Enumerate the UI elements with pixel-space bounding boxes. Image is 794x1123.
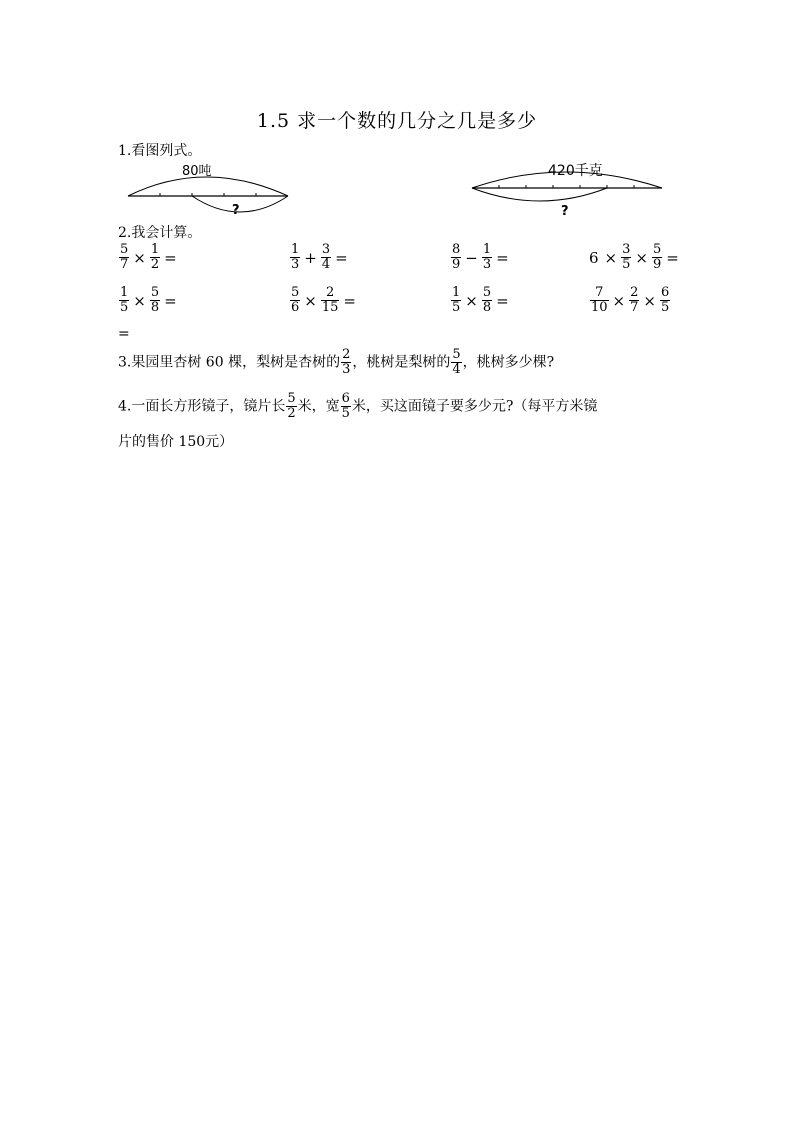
- operator: ×: [133, 248, 146, 267]
- equals-sign: =: [164, 248, 177, 267]
- operator: ×: [643, 291, 656, 310]
- fraction: $\frac{5}{9}$: [652, 242, 662, 272]
- calc-r1-c4: [589, 243, 682, 272]
- fraction: $\frac{7}{10}$: [591, 285, 608, 315]
- fraction: $\frac{1}{2}$: [150, 242, 160, 272]
- fraction: $\frac{2}{15}$: [321, 285, 339, 315]
- whole-number: 6: [589, 248, 599, 267]
- diagram1-question: ?: [232, 203, 240, 218]
- section3-problem: [118, 348, 554, 377]
- operator: ×: [304, 291, 317, 310]
- fraction: $\frac{2}{3}$: [342, 347, 351, 377]
- operator: ×: [604, 248, 618, 267]
- fraction: $\frac{5}{8}$: [150, 285, 160, 315]
- section4-problem-cont: 片的售价 150元）: [118, 434, 234, 450]
- fraction: $\frac{5}{7}$: [120, 242, 129, 272]
- section4-problem: [118, 392, 597, 421]
- calc-r2-c2: [289, 286, 359, 315]
- page-title: 1.5 求一个数的几分之几是多少: [256, 110, 538, 132]
- diagram2-question: ?: [561, 204, 569, 218]
- calc-r2-c3: [450, 286, 512, 315]
- problem-text: 米，宽: [297, 398, 340, 415]
- fraction: $\frac{8}{9}$: [452, 242, 461, 272]
- fraction: $\frac{5}{6}$: [291, 285, 300, 315]
- fraction: $\frac{2}{7}$: [630, 285, 639, 315]
- diagram1-top-label: 80吨: [182, 164, 212, 179]
- diagram-80-tons: [120, 158, 295, 218]
- fraction: $\frac{3}{4}$: [321, 242, 331, 272]
- operator: −: [465, 248, 478, 267]
- equals-sign: =: [335, 248, 348, 267]
- trailing-equals: =: [118, 326, 130, 342]
- fraction: $\frac{6}{5}$: [341, 391, 350, 421]
- fraction: $\frac{5}{8}$: [482, 285, 492, 315]
- calc-r1-c3: [450, 243, 512, 272]
- problem-text: 4.一面长方形镜子，镜片长: [118, 398, 286, 415]
- problem-text: 米，买这面镜子要多少元?（每平方米镜: [351, 398, 598, 415]
- operator: ×: [465, 291, 478, 310]
- calc-r2-c1: [118, 286, 180, 315]
- problem-text: ，桃树是梨树的: [352, 354, 451, 371]
- operator: +: [304, 248, 317, 267]
- problem-text: 3.果园里杏树 60 棵，梨树是杏树的: [118, 354, 341, 371]
- section2-heading: 2.我会计算。: [118, 225, 202, 241]
- calc-r1-c1: [118, 243, 180, 272]
- calc-r1-c2: [289, 243, 351, 272]
- fraction: $\frac{6}{5}$: [660, 285, 670, 315]
- fraction: $\frac{1}{3}$: [291, 242, 300, 272]
- fraction: $\frac{1}{5}$: [120, 285, 129, 315]
- fraction: $\frac{1}{5}$: [452, 285, 461, 315]
- fraction: $\frac{3}{5}$: [622, 242, 631, 272]
- operator: ×: [635, 248, 648, 267]
- fraction: $\frac{5}{2}$: [287, 391, 296, 421]
- section1-heading: 1.看图列式。: [118, 143, 202, 159]
- operator: ×: [133, 291, 146, 310]
- diagram2-top-label: 420千克: [548, 163, 603, 179]
- diagram-420-kg: [470, 158, 670, 218]
- equals-sign: =: [496, 248, 509, 267]
- problem-text: ，桃树多少棵?: [462, 354, 555, 371]
- equals-sign: =: [666, 248, 679, 267]
- equals-sign: =: [164, 291, 177, 310]
- equals-sign: =: [343, 291, 356, 310]
- fraction: $\frac{5}{4}$: [452, 347, 461, 377]
- fraction: $\frac{1}{3}$: [482, 242, 492, 272]
- operator: ×: [612, 291, 626, 310]
- calc-r2-c4: [589, 286, 671, 315]
- equals-sign: =: [496, 291, 509, 310]
